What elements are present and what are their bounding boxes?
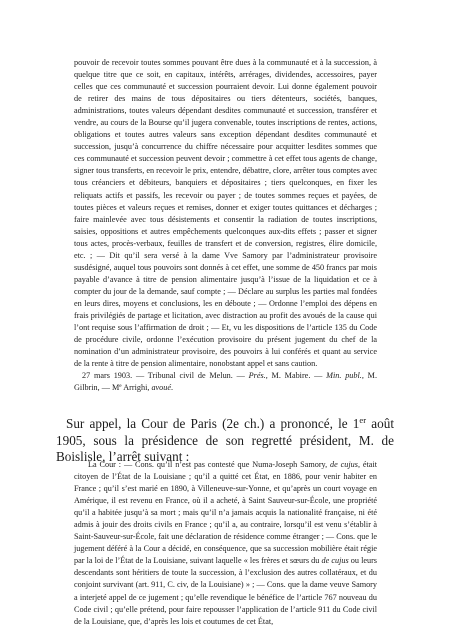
decision-part-2: , était citoyen de l’État de la Louisiane ; qu’il a quitté cet État, en 1886, pour venir habiter en France ; qu’il s’est marié en 1890, à Villeneuve-sur-Yonne, et qu’après un court voyage en Amérique, il est revenu en France, où il a acheté, à Saint Sauveur-sur-École, une propriété qu’il a habitée jusqu’à sa mort ; mais qu’il n’a jamais acquis la nationalité française, ni été admis à jouir des droits civils en France ; qu’il a, au contraire, lorsqu’il est venu s’établir à Saint-Sauveur-sur-École, fait une déclaration de résidence comme étranger ; — Cons. que le jugement déféré à la Cour a décidé, en conséquence, que sa succession mobilière était régie par la loi de l’État de la Louisiane, suivant laquelle « les frères et sœurs du <box>74 460 377 566</box>
decision-part-3: ou leurs descendants sont héritiers de toute la succession, à l’exclusion des autres collatéraux, et du conjoint survivant (art. 911, C. civ, de la Louisiane) » ; — Cons. que la dame veuve Samory a interjeté appel de ce jugement ; qu’elle revendique le bénéfice de l’article 767 nouveau du Code civil ; qu’elle prétend, pour faire repousser l’application de l’article 911 du Code civil de la Louisiane, que, d’après les lois et coutumes de cet État, <box>74 556 377 626</box>
judgment-text-block <box>74 57 377 394</box>
note-prosecutor-name: , M. Gilbrin, — M <box>74 371 378 393</box>
court-decision-paragraph <box>74 459 377 628</box>
note-president-name: , M. Mabire. — <box>265 371 327 381</box>
judgment-paragraph: pouvoir de recevoir toutes sommes pouvant être dues à la communauté et à la succession, à quelque titre que ce soit, en capitaux, intérêts, arrérages, dividendes, accessoires, payer celles que ces communauté et succession pourraient devoir. Lui donne également pouvoir de retirer des mains de tous dépositaires ou tiers détenteurs, sociétés, banques, administrations, toutes valeurs dépendant desdites communauté et succession, transférer et vendre, au cours de la Bourse qu’il jugera convenable, toutes inscriptions de rentes, actions, obligations et toutes autres valeurs sans exception dépendant desdites communauté et succession, jusqu’à concurrence du chiffre nécessaire pour acquitter lesdites sommes que ces communauté et succession peuvent devoir ; commettre à cet effet tous agents de change, signer tous transferts, en recevoir le prix, entendre, débattre, clore, arrêter tous comptes avec tous créanciers et débiteurs, banquiers et dépositaires ; tiers quelconques, en fixer les reliquats actifs et passifs, les recevoir ou payer ; de toutes sommes reçues et payées, de toutes pièces et valeurs reçues et remises, donner et exiger toutes quittances et décharges ; faire mainlevée avec tous désistements et consentir la radiation de toutes inscriptions, saisies, oppositions et autres empêchements quelconques aux-dits effets ; passer et signer tous actes, procès-verbaux, feuilles de transfert et de conversion, registres, élire domicile, etc. ; — Dit qu’il sera versé à la dame Vve Samory par l’administrateur provisoire susdésigné, auquel tous pouvoirs sont donnés à cet effet, une somme de 450 francs par mois payable d’avance à titre de pension alimentaire jusqu’à l’issue de la liquidation et ce à compter du jour de la demande, sauf compte ; — Déclare au surplus les parties mal fondées en leurs dires, moyens et conclusions, les en déboute ; — Ordonne l’emploi des dépens en frais privilégiés de partage et licitation, avec distraction au profit des avoués de la cause qui l’ont requise sous l’affirmation de droit ; — Et, vu les dispositions de l’article 135 du Code de procédure civile, ordonne l’exécution provisoire du présent jugement du chef de la nomination d’un administrateur provisoire, des pouvoirs à lui conférés et quant au service de la rente à titre de pension alimentaire, nonobstant appel et sans caution. <box>74 58 377 369</box>
court-reference-note <box>74 370 377 394</box>
note-min-publ-abbrev: Min. publ. <box>326 371 362 381</box>
heading-superscript: er <box>359 414 367 425</box>
heading-part-2: août 1905, sous la présidence de son regretté président, M. de Boislisle, l’arrêt suivant : <box>56 416 394 464</box>
note-lawyer-name: Arrighi, <box>121 383 152 393</box>
heading-part-1: Sur appel, la Cour de Paris (2e ch.) a prononcé, le 1 <box>66 416 360 431</box>
court-decision-block <box>74 459 377 628</box>
note-avoue-label: avoué <box>151 383 171 393</box>
decision-part-1: La Cour : — Cons. qu’il n’est pas contesté que Numa-Joseph Samory, <box>88 460 331 469</box>
note-superscript: e <box>119 383 122 390</box>
note-pres-abbrev: Prés. <box>248 371 266 381</box>
decision-italic-1: de cujus <box>330 460 358 469</box>
note-date-court: 27 mars 1903. — Tribunal civil de Melun. — <box>82 371 249 381</box>
decision-italic-2: de cujus <box>321 556 349 566</box>
note-end: . <box>171 383 174 393</box>
